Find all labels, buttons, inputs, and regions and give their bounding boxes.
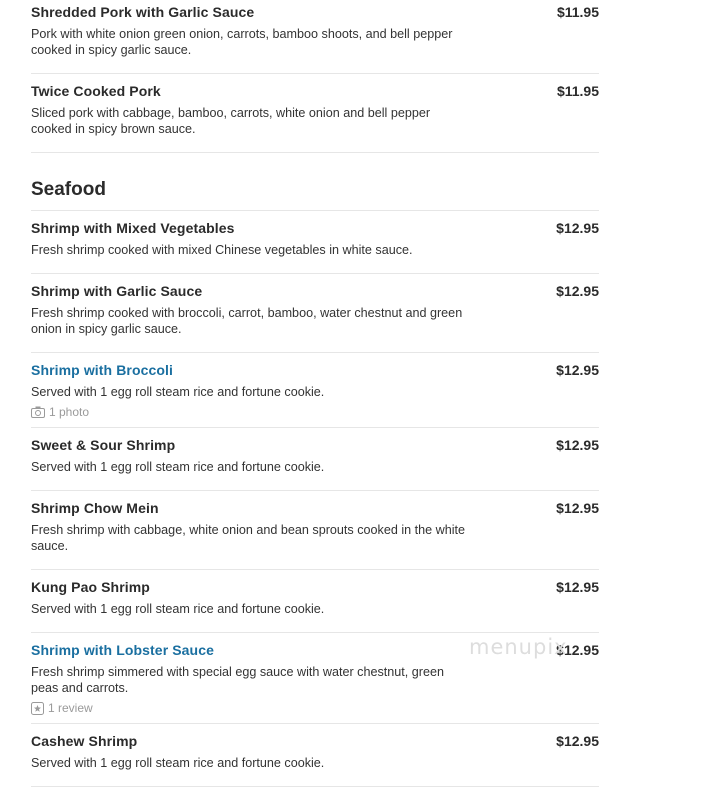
menu-item: [31, 274, 599, 353]
menu-item: [31, 74, 599, 153]
review-icon: [31, 702, 44, 715]
item-name-link[interactable]: Shrimp with Lobster Sauce: [31, 642, 214, 658]
menu-item: [31, 211, 599, 274]
item-description: Served with 1 egg roll steam rice and fortune cookie.: [31, 602, 325, 616]
camera-icon: [31, 406, 45, 418]
item-name: Kung Pao Shrimp: [31, 579, 150, 595]
item-description: Fresh shrimp with cabbage, white onion and bean sprouts cooked in the white sauce.: [31, 523, 466, 553]
item-price: $11.95: [556, 4, 599, 20]
item-name: Sweet & Sour Shrimp: [31, 437, 176, 453]
item-description: Served with 1 egg roll steam rice and fortune cookie.: [31, 385, 325, 399]
item-name: Shrimp Chow Mein: [31, 500, 159, 516]
item-price: $11.95: [556, 83, 599, 99]
item-description: Sliced pork with cabbage, bamboo, carrots, white onion and bell pepper cooked in spicy brown sauce.: [31, 106, 431, 136]
review-count-label: 1 review: [48, 701, 93, 715]
item-price: $12.95: [556, 283, 599, 299]
photo-count-link[interactable]: [31, 405, 599, 419]
item-price: $12.95: [556, 500, 599, 516]
menu-item: [31, 724, 599, 787]
watermark: menupix: [469, 635, 568, 659]
item-name: Cashew Shrimp: [31, 733, 138, 749]
item-price: $12.95: [556, 220, 599, 236]
item-name: Twice Cooked Pork: [31, 83, 161, 99]
item-name: Shrimp with Mixed Vegetables: [31, 220, 235, 236]
item-price: $12.95: [556, 642, 599, 658]
item-price: $12.95: [556, 733, 599, 749]
menu-item: [31, 570, 599, 633]
item-description: Fresh shrimp cooked with broccoli, carrot, bamboo, water chestnut and green onion in spicy garlic sauce.: [31, 306, 463, 336]
menu-item: [31, 428, 599, 491]
item-description: Fresh shrimp simmered with special egg sauce with water chestnut, green peas and carrots.: [31, 665, 444, 695]
item-name-link[interactable]: Shrimp with Broccoli: [31, 362, 174, 378]
item-description: Pork with white onion green onion, carrots, bamboo shoots, and bell pepper cooked in spicy garlic sauce.: [31, 27, 453, 57]
item-description: Served with 1 egg roll steam rice and fortune cookie.: [31, 756, 325, 770]
item-name: Shredded Pork with Garlic Sauce: [31, 4, 255, 20]
menu-item: [31, 353, 599, 428]
menu-item: [31, 0, 599, 74]
item-description: Served with 1 egg roll steam rice and fortune cookie.: [31, 460, 325, 474]
seafood-section: [31, 152, 599, 787]
section-title: Seafood: [31, 179, 599, 211]
item-price: $12.95: [556, 579, 599, 595]
menu-item: [31, 491, 599, 570]
item-description: Fresh shrimp cooked with mixed Chinese vegetables in white sauce.: [31, 243, 413, 257]
photo-count-label: 1 photo: [49, 405, 90, 419]
item-name: Shrimp with Garlic Sauce: [31, 283, 203, 299]
item-price: $12.95: [556, 362, 599, 378]
item-price: $12.95: [556, 437, 599, 453]
menu-list: [31, 0, 599, 787]
review-count-link[interactable]: [31, 701, 599, 715]
